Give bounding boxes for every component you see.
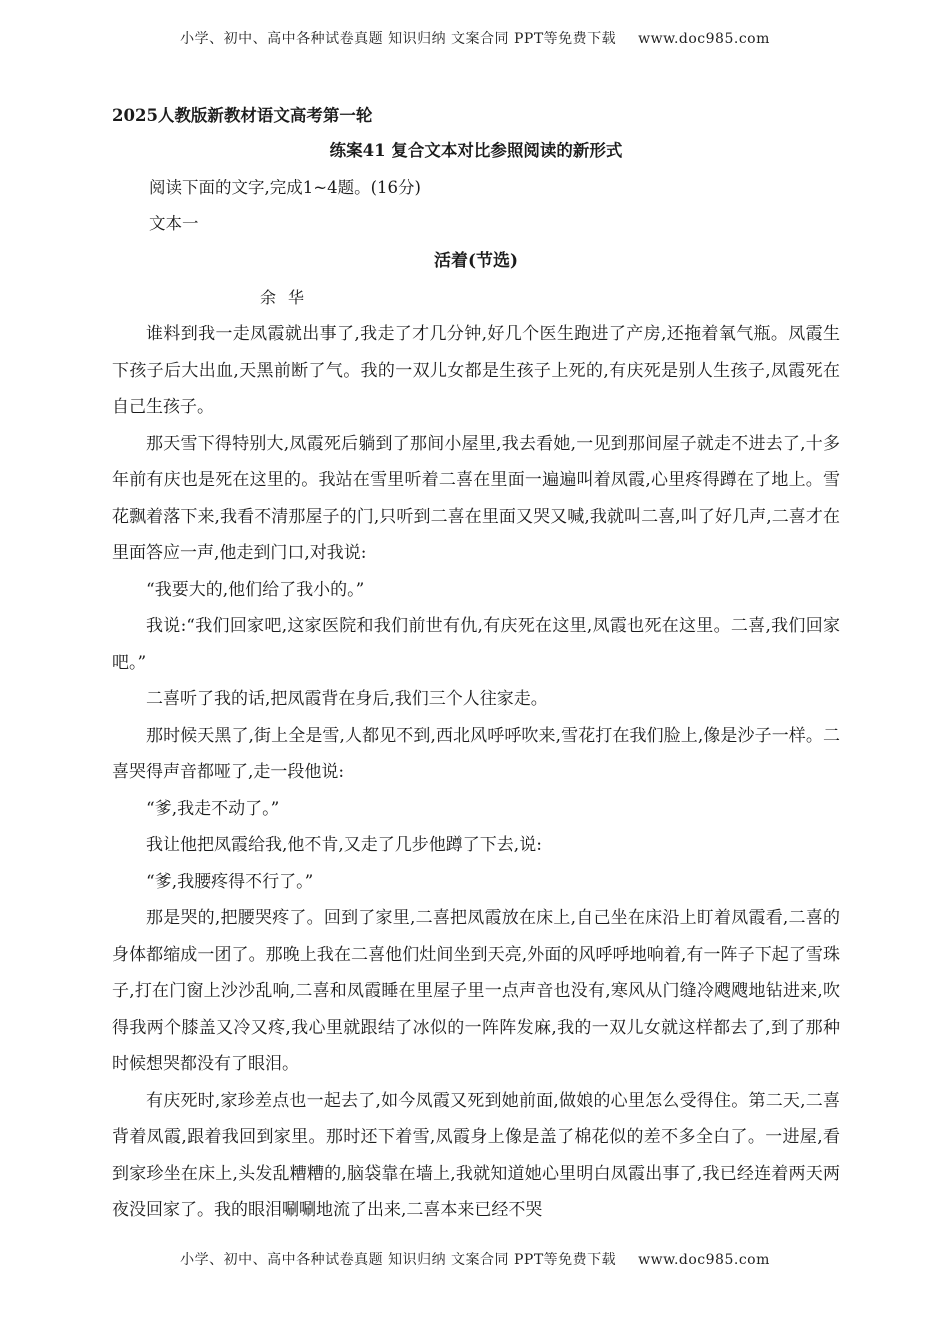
paragraph: 我让他把凤霞给我,他不肯,又走了几步他蹲了下去,说: bbox=[146, 835, 542, 855]
paragraph: “爹,我走不动了。” bbox=[146, 798, 280, 819]
paragraph: 有庆死时,家珍差点也一起去了,如今凤霞又死到她前面,做娘的心里怎么受得住。第二天,二喜背着凤霞,跟着我回到家里。那时还下着雪,凤霞身上像是盖了棉花似的差不多全白了。一进屋,看到家珍坐在床上,头发乱糟糟的,脑袋靠在墙上,我就知道她心里明白凤霞出事了,我已经连着两天两夜没回家了。我的眼泪唰唰地流了出来,二喜本来已经不哭 bbox=[112, 1090, 840, 1220]
passage-text bbox=[112, 316, 840, 1229]
exercise-title: 练案41 复合文本对比参照阅读的新形式 bbox=[329, 141, 623, 160]
paragraph: 二喜听了我的话,把凤霞背在身后,我们三个人往家走。 bbox=[146, 689, 548, 709]
article-title: 活着(节选) bbox=[433, 251, 519, 271]
paragraph: 那是哭的,把腰哭疼了。回到了家里,二喜把凤霞放在床上,自己坐在床沿上盯着凤霞看,二喜的身体都缩成一团了。那晚上我在二喜他们灶间坐到天亮,外面的风呼呼地响着,有一阵子下起了雪珠子,打在门窗上沙沙乱响,二喜和凤霞睡在里屋子里一点声音也没有,寒风从门缝冷飕飕地钻进来,吹得我两个膝盖又冷又疼,我心里就跟结了冰似的一阵阵发麻,我的一双儿女就这样都去了,到了那种时候想哭都没有了眼泪。 bbox=[112, 908, 840, 1074]
article-author: 余华 bbox=[260, 288, 317, 307]
section-label: 文本一 bbox=[149, 214, 199, 233]
document-body bbox=[112, 100, 840, 1229]
paragraph: 那天雪下得特别大,凤霞死后躺到了那间小屋里,我去看她,一见到那间屋子就走不进去了,十多年前有庆也是死在这里的。我站在雪里听着二喜在里面一遍遍叫着凤霞,心里疼得蹲在了地上。雪花飘着落下来,我看不清那屋子的门,只听到二喜在里面又哭又喊,我就叫二喜,叫了好几声,二喜才在里面答应一声,他走到门口,对我说: bbox=[112, 433, 840, 563]
footer-site-link[interactable]: www.doc985.com bbox=[638, 1252, 770, 1268]
reading-instruction: 阅读下面的文字,完成1~4题。(16分) bbox=[149, 178, 421, 197]
header-site-link[interactable]: www.doc985.com bbox=[638, 31, 770, 47]
series-title: 2025人教版新教材语文高考第一轮 bbox=[112, 106, 373, 125]
page-footer bbox=[0, 1249, 950, 1269]
paragraph: “我要大的,他们给了我小的。” bbox=[146, 579, 365, 600]
paragraph: 谁料到我一走凤霞就出事了,我走了才几分钟,好几个医生跑进了产房,还拖着氧气瓶。凤霞生下孩子后大出血,天黑前断了气。我的一双儿女都是生孩子上死的,有庆死是别人生孩子,凤霞死在自己生孩子。 bbox=[112, 324, 840, 417]
page-header bbox=[0, 28, 950, 48]
header-text: 小学、初中、高中各种试卷真题 知识归纳 文案合同 PPT等免费下载 bbox=[180, 31, 617, 47]
paragraph: “爹,我腰疼得不行了。” bbox=[146, 871, 314, 892]
paragraph: 我说:“我们回家吧,这家医院和我们前世有仇,有庆死在这里,凤霞也死在这里。二喜,我们回家吧。” bbox=[112, 616, 840, 673]
footer-text: 小学、初中、高中各种试卷真题 知识归纳 文案合同 PPT等免费下载 bbox=[180, 1252, 617, 1268]
paragraph: 那时候天黑了,街上全是雪,人都见不到,西北风呼呼吹来,雪花打在我们脸上,像是沙子一样。二喜哭得声音都哑了,走一段他说: bbox=[112, 725, 840, 782]
